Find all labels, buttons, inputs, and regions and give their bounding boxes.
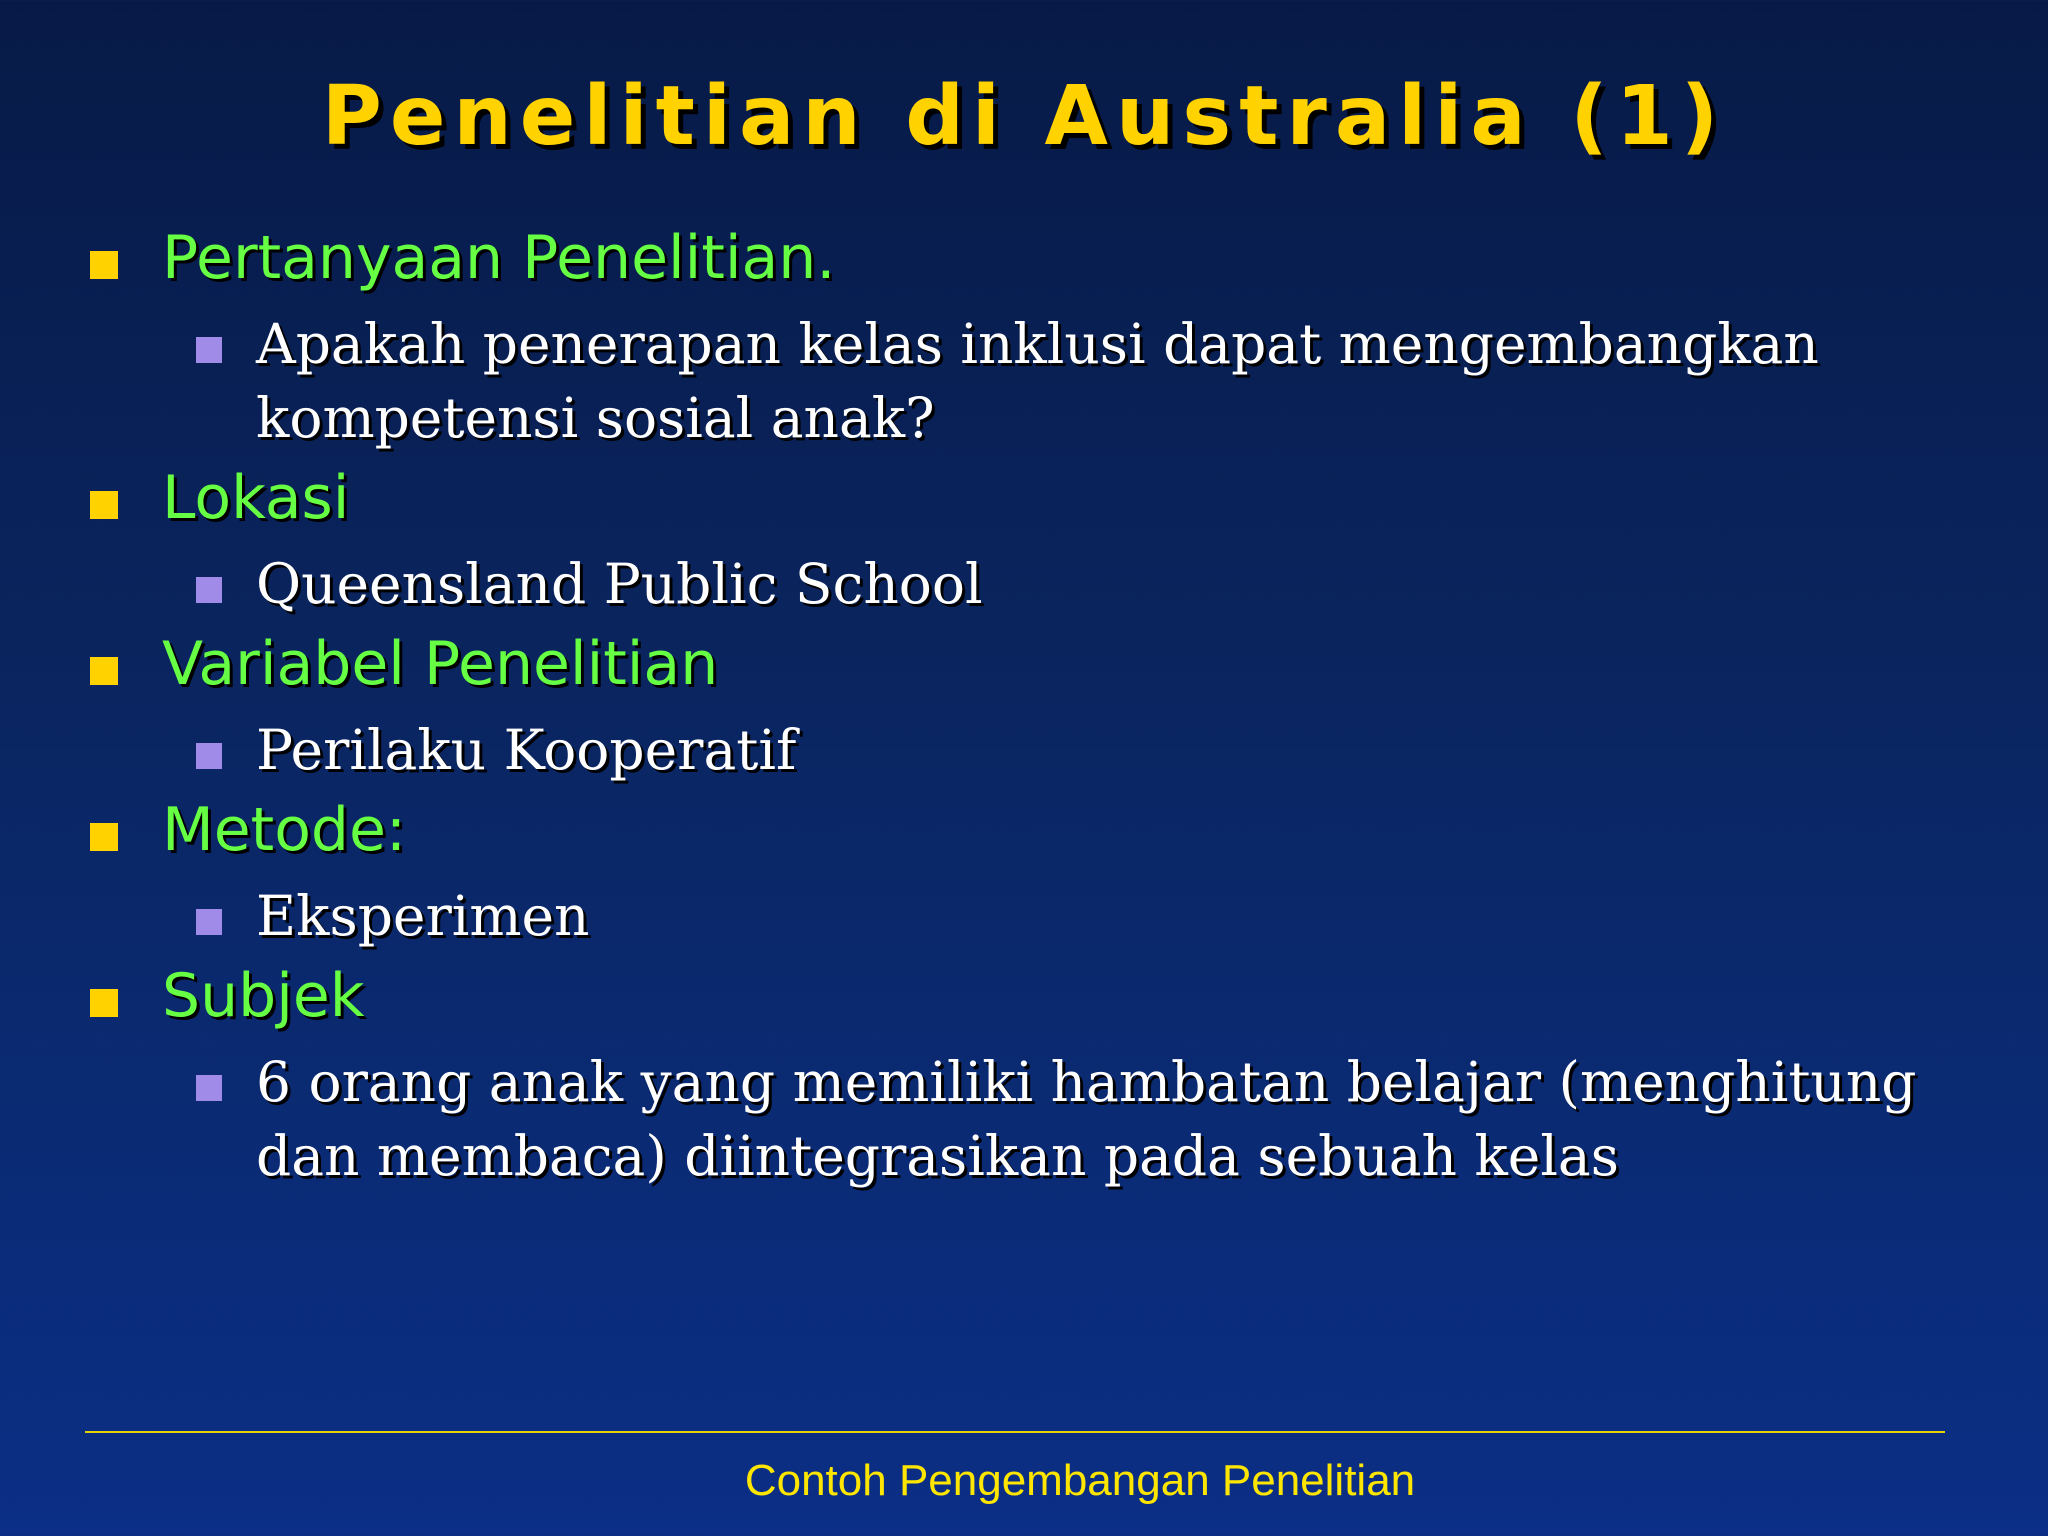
footer-text: Contoh Pengembangan Penelitian bbox=[744, 1456, 1416, 1505]
square-bullet-icon bbox=[90, 491, 118, 519]
section-item: Perilaku Kooperatif bbox=[256, 718, 797, 782]
section-item: Queensland Public School bbox=[256, 552, 983, 616]
square-bullet-icon bbox=[90, 823, 118, 851]
square-bullet-icon bbox=[90, 989, 118, 1017]
bullet-level2 bbox=[90, 552, 1990, 621]
bullet-level1 bbox=[90, 631, 1990, 721]
footer-divider bbox=[85, 1431, 1945, 1433]
square-bullet-icon bbox=[90, 251, 118, 279]
bullet-level1 bbox=[90, 797, 1990, 887]
bullet-level1 bbox=[90, 465, 1990, 555]
section-heading: Pertanyaan Penelitian. bbox=[162, 223, 836, 293]
section-location bbox=[90, 465, 1990, 621]
section-item: 6 orang anak yang memiliki hambatan belajar (menghitung dan membaca) diintegrasikan pada sebuah kelas bbox=[256, 1050, 1917, 1188]
section-subject bbox=[90, 963, 1990, 1193]
section-heading: Subjek bbox=[162, 961, 365, 1031]
section-research-question bbox=[90, 225, 1990, 455]
square-bullet-icon bbox=[90, 657, 118, 685]
bullet-list bbox=[90, 225, 1990, 1203]
bullet-level2 bbox=[90, 312, 1990, 455]
section-variable bbox=[90, 631, 1990, 787]
section-heading: Variabel Penelitian bbox=[162, 629, 719, 699]
square-bullet-icon bbox=[196, 1075, 222, 1101]
square-bullet-icon bbox=[196, 577, 222, 603]
section-heading: Metode: bbox=[162, 795, 407, 865]
section-item: Eksperimen bbox=[256, 884, 590, 948]
section-item: Apakah penerapan kelas inklusi dapat mengembangkan kompetensi sosial anak? bbox=[256, 312, 1819, 450]
bullet-level1 bbox=[90, 963, 1990, 1053]
section-heading: Lokasi bbox=[162, 463, 350, 533]
slide-title: Penelitian di Australia (1) bbox=[321, 69, 1727, 164]
square-bullet-icon bbox=[196, 743, 222, 769]
square-bullet-icon bbox=[196, 337, 222, 363]
bullet-level2 bbox=[90, 718, 1990, 787]
square-bullet-icon bbox=[196, 909, 222, 935]
bullet-level2 bbox=[90, 884, 1990, 953]
bullet-level1 bbox=[90, 225, 1990, 315]
bullet-level2 bbox=[90, 1050, 1990, 1193]
section-method bbox=[90, 797, 1990, 953]
